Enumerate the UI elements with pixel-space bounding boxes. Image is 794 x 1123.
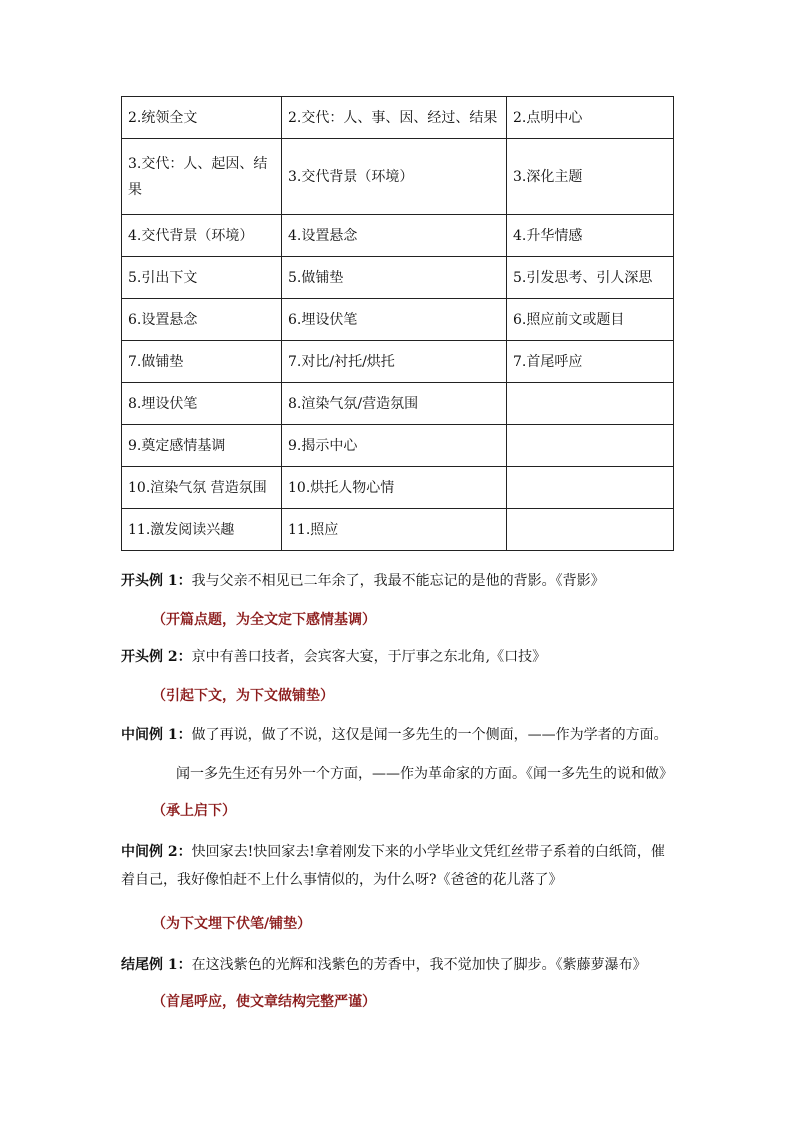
table-row <box>122 97 674 139</box>
table-cell: 7.对比/衬托/烘托 <box>282 341 507 383</box>
example-text: 在这浅紫色的光辉和浅紫色的芳香中，我不觉加快了脚步。《紫藤萝瀑布》 <box>191 957 647 973</box>
table-cell <box>507 509 674 551</box>
table-cell: 10.烘托人物心情 <box>282 467 507 509</box>
table-cell: 8.埋设伏笔 <box>122 383 282 425</box>
table-cell: 5.引发思考、引人深思 <box>507 257 674 299</box>
summary-table <box>121 96 674 551</box>
table-row <box>122 425 674 467</box>
table-cell: 4.交代背景（环境） <box>122 215 282 257</box>
example-ending-1 <box>121 951 681 979</box>
example-text: 做了再说，做了不说，这仅是闻一多先生的一个侧面，——作为学者的方面。 <box>191 727 668 743</box>
table-row <box>122 341 674 383</box>
table-cell: 11.激发阅读兴趣 <box>122 509 282 551</box>
table-row <box>122 509 674 551</box>
example-label: 结尾例 1： <box>121 957 192 973</box>
example-middle-1 <box>121 721 681 749</box>
table-cell: 4.升华情感 <box>507 215 674 257</box>
table-cell: 3.交代背景（环境） <box>282 139 507 215</box>
table-row <box>122 467 674 509</box>
table-row <box>122 139 674 215</box>
table-row <box>122 257 674 299</box>
table-cell: 5.做铺垫 <box>282 257 507 299</box>
table-cell: 7.首尾呼应 <box>507 341 674 383</box>
table-cell: 3.交代：人、起因、结果 <box>122 139 282 215</box>
example-text: 我与父亲不相见已二年余了，我最不能忘记的是他的背影。《背影》 <box>191 573 605 589</box>
example-note: （引起下文，为下文做铺垫） <box>152 688 334 704</box>
table-cell <box>507 467 674 509</box>
example-opening-2 <box>121 643 681 671</box>
example-opening-1 <box>121 567 681 595</box>
table-cell: 6.埋设伏笔 <box>282 299 507 341</box>
table-cell: 11.照应 <box>282 509 507 551</box>
example-middle-2 <box>121 838 674 894</box>
example-middle-1-continued: 闻一多先生还有另外一个方面，——作为革命家的方面。《闻一多先生的说和做》 <box>176 766 673 782</box>
example-note: （首尾呼应，使文章结构完整严谨） <box>152 994 376 1010</box>
example-label: 开头例 2： <box>121 649 192 665</box>
example-note: （承上启下） <box>152 803 236 819</box>
table-cell: 6.设置悬念 <box>122 299 282 341</box>
example-note: （为下文埋下伏笔/铺垫） <box>152 916 312 932</box>
table-cell: 9.揭示中心 <box>282 425 507 467</box>
table-row <box>122 215 674 257</box>
table-cell: 3.深化主题 <box>507 139 674 215</box>
table-cell: 5.引出下文 <box>122 257 282 299</box>
example-text: 京中有善口技者，会宾客大宴，于厅事之东北角,《口技》 <box>191 649 547 665</box>
table-cell <box>507 383 674 425</box>
table-cell <box>507 425 674 467</box>
example-text: 快回家去!快回家去!拿着刚发下来的小学毕业文凭红丝带子系着的白纸筒，催着自己，我好像怕赶不上什么事情似的，为什么呀?《爸爸的花儿落了》 <box>121 844 665 888</box>
example-label: 中间例 1： <box>121 727 192 743</box>
table-cell: 4.设置悬念 <box>282 215 507 257</box>
table-row <box>122 299 674 341</box>
example-label: 中间例 2： <box>121 844 192 860</box>
example-label: 开头例 1： <box>121 573 192 589</box>
table-row <box>122 383 674 425</box>
table-cell: 10.渲染气氛 营造氛围 <box>122 467 282 509</box>
table-cell: 2.交代：人、事、因、经过、结果 <box>282 97 507 139</box>
table-cell: 8.渲染气氛/营造氛围 <box>282 383 507 425</box>
table-cell: 9.奠定感情基调 <box>122 425 282 467</box>
table-cell: 2.点明中心 <box>507 97 674 139</box>
table-cell: 2.统领全文 <box>122 97 282 139</box>
table-cell: 7.做铺垫 <box>122 341 282 383</box>
example-note: （开篇点题，为全文定下感情基调） <box>152 612 376 628</box>
table-cell: 6.照应前文或题目 <box>507 299 674 341</box>
